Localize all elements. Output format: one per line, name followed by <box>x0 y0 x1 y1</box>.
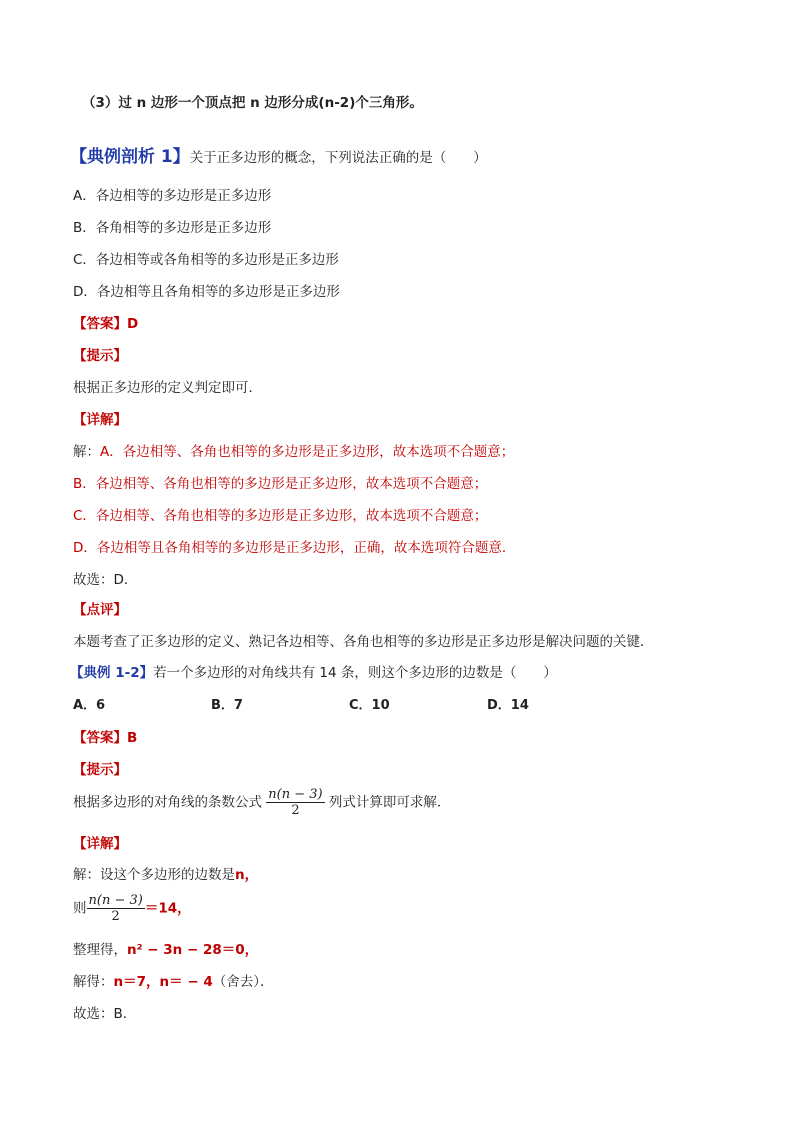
ex2-hint-after: 列式计算即可求解． <box>328 794 451 811</box>
note-3: （3）过 n 边形一个顶点把 n 边形分成(n-2)个三角形。 <box>82 95 423 111</box>
diagonal-formula-numerator: n(n − 3) <box>268 787 323 802</box>
ex1-solution-line-a: A．各边相等、各角也相等的多边形是正多边形，故本选项不合题意； <box>100 444 515 460</box>
ex2-option-c: C．10 <box>349 698 390 713</box>
ex2-answer-tag: 【答案】 <box>73 730 127 746</box>
example-2-tag: 【典例 1-2】 <box>70 665 154 681</box>
ex1-option-a: A．各边相等的多边形是正多边形 <box>73 188 272 204</box>
ex2-detail-tag: 【详解】 <box>73 836 127 852</box>
ex2-sol4-prefix: 解得： <box>73 974 114 990</box>
diagonal-equation <box>87 893 145 924</box>
ex1-detail-tag: 【详解】 <box>73 412 127 428</box>
ex2-option-b: B．7 <box>211 698 243 713</box>
ex2-hint-before: 根据多边形的对角线的条数公式 <box>73 794 262 811</box>
ex1-option-c: C．各边相等或各角相等的多边形是正多边形 <box>73 252 339 268</box>
example-1-heading <box>70 148 487 167</box>
example-2-heading <box>70 664 557 682</box>
ex1-hint: 根据正多边形的定义判定即可． <box>73 380 262 396</box>
ex1-option-d: D．各边相等且各角相等的多边形是正多边形 <box>73 284 340 300</box>
ex2-sol4-eq: n＝7，n＝ − 4 <box>113 974 213 990</box>
ex2-option-a: A．6 <box>73 698 106 713</box>
ex2-sol3-prefix: 整理得， <box>73 942 127 958</box>
ex2-option-d: D．14 <box>487 698 529 713</box>
diagonal-equation-numerator: n(n − 3) <box>88 893 143 908</box>
ex2-sol3-eq: n² − 3n − 28＝0， <box>127 942 259 958</box>
ex2-answer-value: B <box>127 730 138 746</box>
diagonal-equation-denominator: 2 <box>111 909 120 924</box>
ex1-solution-line-c: C．各边相等、各角也相等的多边形是正多边形，故本选项不合题意； <box>73 508 488 524</box>
ex2-sol1-var: n， <box>235 867 259 883</box>
ex1-solution-a <box>73 443 514 461</box>
ex1-solution-line-d: D．各边相等且各角相等的多边形是正多边形，正确，故本选项符合题意． <box>73 540 516 556</box>
ex1-hint-tag: 【提示】 <box>73 348 127 364</box>
ex1-solution-prefix: 解： <box>73 444 100 460</box>
example-1-question: 关于正多边形的概念，下列说法正确的是（ ） <box>189 150 487 166</box>
ex1-choose: 故选：D． <box>73 572 138 588</box>
ex1-solution-line-b: B．各边相等、各角也相等的多边形是正多边形，故本选项不合题意； <box>73 476 488 492</box>
diagonal-formula <box>266 787 324 818</box>
example-2-question: 若一个多边形的对角线共有 14 条，则这个多边形的边数是（ ） <box>153 665 557 681</box>
ex2-solution-line2 <box>73 893 191 924</box>
ex2-solution-line4 <box>73 973 273 991</box>
ex1-answer-value: D <box>127 316 139 332</box>
example-1-tag: 【典例剖析 1】 <box>70 147 190 167</box>
ex2-hint <box>73 787 450 818</box>
ex2-hint-tag: 【提示】 <box>73 762 127 778</box>
ex2-sol4-suffix: （舍去）． <box>212 974 274 990</box>
ex2-solution-line1 <box>73 866 258 884</box>
ex2-sol2-suffix: ＝14， <box>144 900 191 917</box>
ex2-solution-line3 <box>73 941 258 959</box>
ex1-option-b: B．各角相等的多边形是正多边形 <box>73 220 272 236</box>
ex2-answer <box>73 729 137 747</box>
ex2-sol1-prefix: 解：设这个多边形的边数是 <box>73 867 235 883</box>
diagonal-formula-denominator: 2 <box>291 803 300 818</box>
ex2-choose: 故选：B． <box>73 1006 137 1022</box>
ex1-answer-tag: 【答案】 <box>73 316 127 332</box>
ex1-comment-tag: 【点评】 <box>73 602 127 618</box>
ex2-sol2-prefix: 则 <box>73 900 87 917</box>
ex1-answer <box>73 315 138 333</box>
ex1-comment: 本题考查了正多边形的定义、熟记各边相等、各角也相等的多边形是正多边形是解决问题的关键． <box>73 634 654 650</box>
